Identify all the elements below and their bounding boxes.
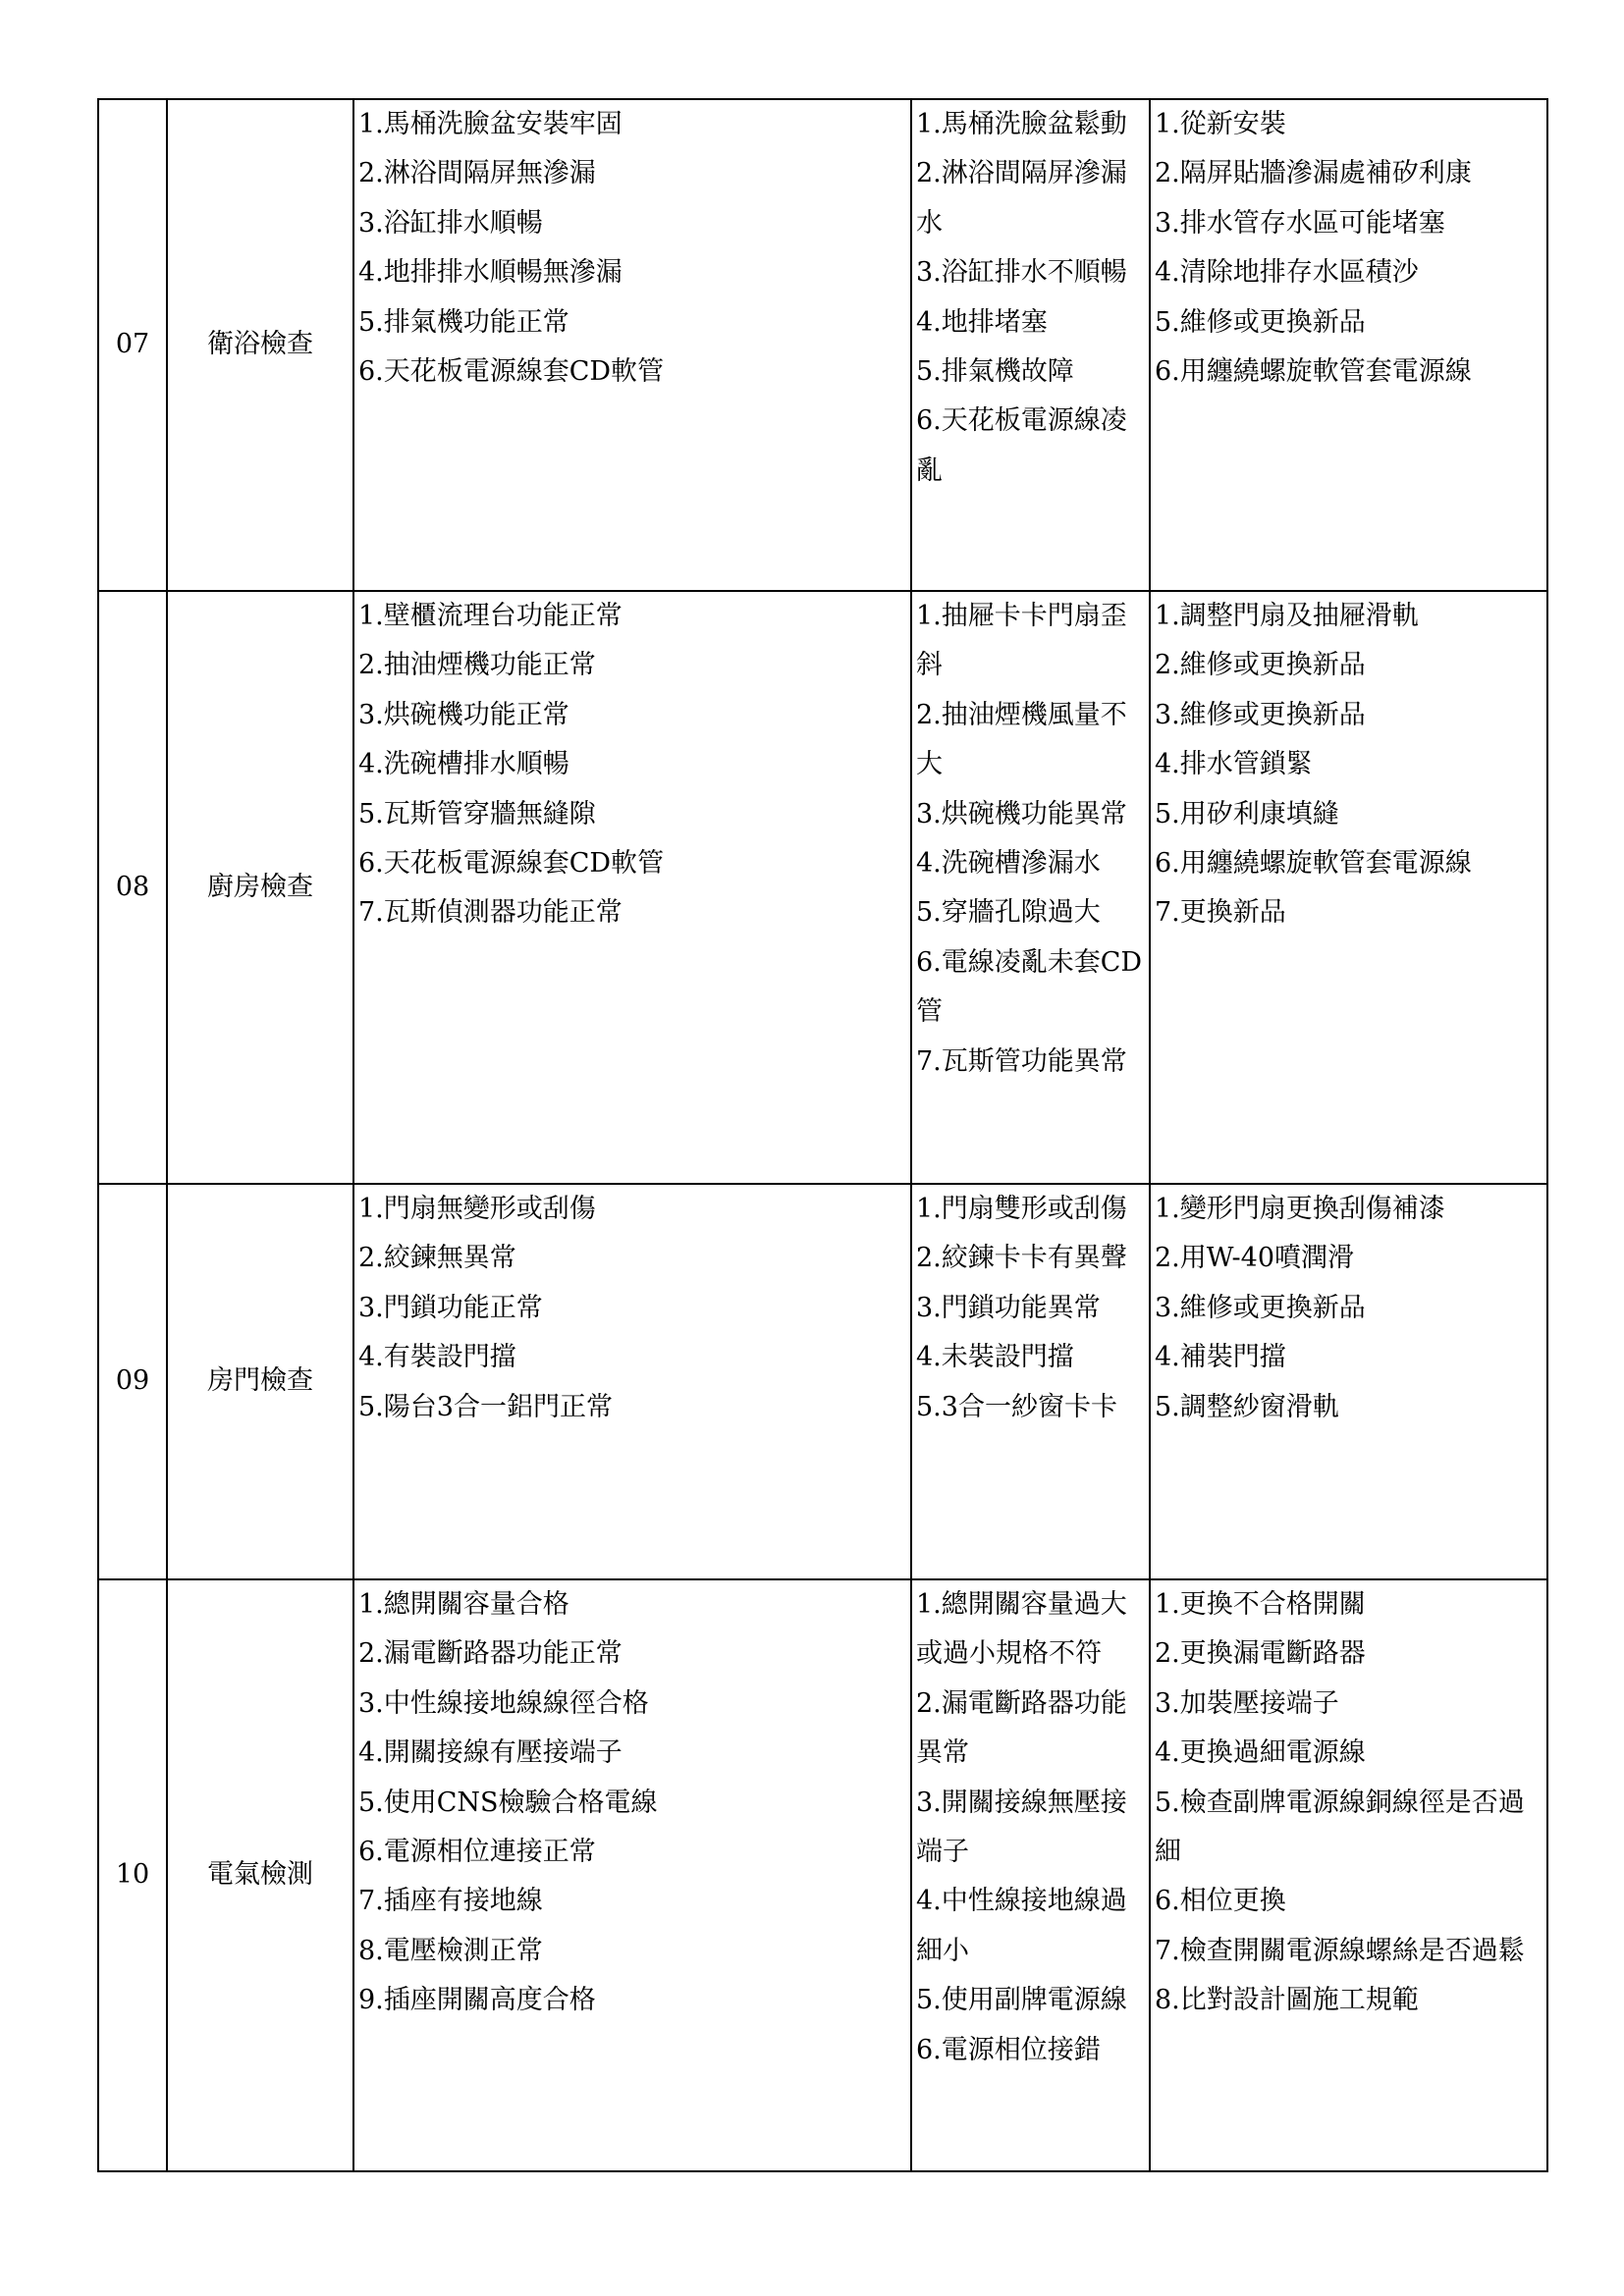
list-item: 2.絞鍊卡卡有異聲	[916, 1243, 1127, 1274]
list-item: 7.檢查開關電源線螺絲是否過鬆	[1155, 1935, 1525, 1966]
list-item: 2.隔屏貼牆滲漏處補矽利康	[1155, 158, 1472, 189]
list-item: 8.電壓檢測正常	[358, 1935, 543, 1966]
list-item: 5.用矽利康填縫	[1155, 798, 1339, 829]
list-item: 1.變形門扇更換刮傷補漆	[1155, 1194, 1445, 1224]
list-item: 3.門鎖功能正常	[358, 1292, 543, 1323]
list-item: 3.開關接線無壓接端子	[916, 1787, 1127, 1868]
list-item: 4.有裝設門擋	[358, 1342, 516, 1373]
row-number: 10	[98, 1579, 167, 2171]
standards-list	[354, 1185, 910, 1432]
list-item: 1.馬桶洗臉盆安裝牢固	[358, 109, 623, 139]
standards-list	[354, 1580, 910, 2026]
list-item: 1.門扇無變形或刮傷	[358, 1194, 596, 1224]
faults-cell	[911, 1184, 1150, 1579]
list-item: 2.抽油煙機風量不大	[916, 699, 1127, 780]
list-item: 5.檢查副牌電源線銅線徑是否過細	[1155, 1787, 1525, 1868]
list-item: 2.絞鍊無異常	[358, 1243, 516, 1274]
table-row-09	[98, 1184, 1547, 1579]
list-item: 5.排氣機故障	[916, 356, 1074, 388]
list-item: 4.補裝門擋	[1155, 1342, 1286, 1373]
list-item: 6.天花板電源線凌亂	[916, 405, 1127, 486]
inspection-item: 電氣檢測	[167, 1579, 353, 2171]
list-item: 4.未裝設門擋	[916, 1342, 1074, 1373]
list-item: 4.地排堵塞	[916, 306, 1048, 338]
list-item: 4.中性線接地線過細小	[916, 1886, 1127, 1966]
list-item: 6.電線凌亂未套CD管	[916, 946, 1143, 1028]
faults-list	[912, 1185, 1149, 1432]
list-item: 5.使用CNS檢驗合格電線	[358, 1787, 658, 1818]
list-item: 1.總開關容量過大或過小規格不符	[916, 1589, 1127, 1670]
list-item: 7.瓦斯管功能異常	[916, 1045, 1127, 1077]
list-item: 5.陽台3合一鋁門正常	[358, 1391, 613, 1422]
list-item: 4.洗碗槽排水順暢	[358, 749, 569, 780]
row-number: 07	[98, 99, 167, 591]
row-number: 08	[98, 591, 167, 1184]
faults-list	[912, 592, 1149, 1087]
list-item: 6.電源相位接錯	[916, 2034, 1101, 2065]
list-item: 1.門扇雙形或刮傷	[916, 1194, 1127, 1224]
list-item: 4.開關接線有壓接端子	[358, 1737, 623, 1769]
standards-cell	[353, 1579, 911, 2171]
list-item: 4.排水管鎖緊	[1155, 749, 1313, 780]
table-row-10	[98, 1579, 1547, 2171]
list-item: 8.比對設計圖施工規範	[1155, 1985, 1419, 2016]
list-item: 1.馬桶洗臉盆鬆動	[916, 109, 1127, 139]
list-item: 6.用纏繞螺旋軟管套電源線	[1155, 848, 1472, 880]
list-item: 2.淋浴間隔屏無滲漏	[358, 158, 596, 189]
fixes-cell	[1150, 99, 1547, 591]
fixes-cell	[1150, 1184, 1547, 1579]
list-item: 1.更換不合格開關	[1155, 1589, 1366, 1620]
list-item: 4.洗碗槽滲漏水	[916, 848, 1101, 880]
list-item: 5.使用副牌電源線	[916, 1985, 1127, 2016]
list-item: 6.天花板電源線套CD軟管	[358, 848, 665, 880]
row-number: 09	[98, 1184, 167, 1579]
list-item: 5.排氣機功能正常	[358, 306, 569, 338]
list-item: 5.維修或更換新品	[1155, 306, 1366, 338]
list-item: 5.3合一紗窗卡卡	[916, 1391, 1117, 1422]
list-item: 9.插座開關高度合格	[358, 1985, 596, 2016]
list-item: 3.維修或更換新品	[1155, 1292, 1366, 1323]
list-item: 6.用纏繞螺旋軟管套電源線	[1155, 356, 1472, 388]
list-item: 2.漏電斷路器功能正常	[358, 1638, 623, 1670]
list-item: 4.更換過細電源線	[1155, 1737, 1366, 1769]
list-item: 2.維修或更換新品	[1155, 650, 1366, 681]
list-item: 1.壁櫃流理台功能正常	[358, 601, 623, 631]
standards-cell	[353, 591, 911, 1184]
list-item: 6.相位更換	[1155, 1886, 1286, 1917]
fixes-list	[1151, 1580, 1546, 2026]
fixes-cell	[1150, 1579, 1547, 2171]
list-item: 1.調整門扇及抽屜滑軌	[1155, 601, 1419, 631]
list-item: 7.插座有接地線	[358, 1886, 543, 1917]
list-item: 3.烘碗機功能正常	[358, 699, 569, 730]
list-item: 3.浴缸排水順暢	[358, 207, 543, 239]
faults-cell	[911, 1579, 1150, 2171]
inspection-table-body	[98, 99, 1547, 2171]
list-item: 2.更換漏電斷路器	[1155, 1638, 1366, 1670]
list-item: 1.從新安裝	[1155, 109, 1286, 139]
inspection-item: 房門檢查	[167, 1184, 353, 1579]
standards-cell	[353, 99, 911, 591]
list-item: 2.漏電斷路器功能異常	[916, 1687, 1127, 1769]
inspection-item: 衛浴檢查	[167, 99, 353, 591]
list-item: 1.抽屜卡卡門扇歪斜	[916, 601, 1127, 681]
list-item: 3.烘碗機功能異常	[916, 798, 1127, 829]
faults-cell	[911, 591, 1150, 1184]
list-item: 1.總開關容量合格	[358, 1589, 569, 1620]
list-item: 3.中性線接地線線徑合格	[358, 1687, 649, 1719]
standards-list	[354, 592, 910, 938]
standards-cell	[353, 1184, 911, 1579]
table-row-07	[98, 99, 1547, 591]
list-item: 5.穿牆孔隙過大	[916, 897, 1101, 929]
inspection-table	[97, 98, 1548, 2172]
list-item: 5.瓦斯管穿牆無縫隙	[358, 798, 596, 829]
fixes-cell	[1150, 591, 1547, 1184]
list-item: 3.排水管存水區可能堵塞	[1155, 207, 1445, 239]
faults-list	[912, 1580, 1149, 2075]
list-item: 5.調整紗窗滑軌	[1155, 1391, 1339, 1422]
list-item: 3.門鎖功能異常	[916, 1292, 1101, 1323]
list-item: 3.維修或更換新品	[1155, 699, 1366, 730]
list-item: 7.更換新品	[1155, 897, 1286, 929]
table-row-08	[98, 591, 1547, 1184]
list-item: 4.清除地排存水區積沙	[1155, 257, 1419, 289]
list-item: 3.加裝壓接端子	[1155, 1687, 1339, 1719]
list-item: 3.浴缸排水不順暢	[916, 257, 1127, 289]
list-item: 2.淋浴間隔屏滲漏水	[916, 158, 1127, 239]
list-item: 6.天花板電源線套CD軟管	[358, 356, 665, 388]
list-item: 2.抽油煙機功能正常	[358, 650, 596, 681]
list-item: 6.電源相位連接正常	[358, 1837, 596, 1868]
list-item: 7.瓦斯偵測器功能正常	[358, 897, 623, 929]
list-item: 2.用W-40噴潤滑	[1155, 1243, 1355, 1274]
fixes-list	[1151, 1185, 1546, 1432]
faults-list	[912, 100, 1149, 496]
fixes-list	[1151, 100, 1546, 397]
faults-cell	[911, 99, 1150, 591]
fixes-list	[1151, 592, 1546, 938]
inspection-item: 廚房檢查	[167, 591, 353, 1184]
standards-list	[354, 100, 910, 397]
list-item: 4.地排排水順暢無滲漏	[358, 257, 623, 289]
